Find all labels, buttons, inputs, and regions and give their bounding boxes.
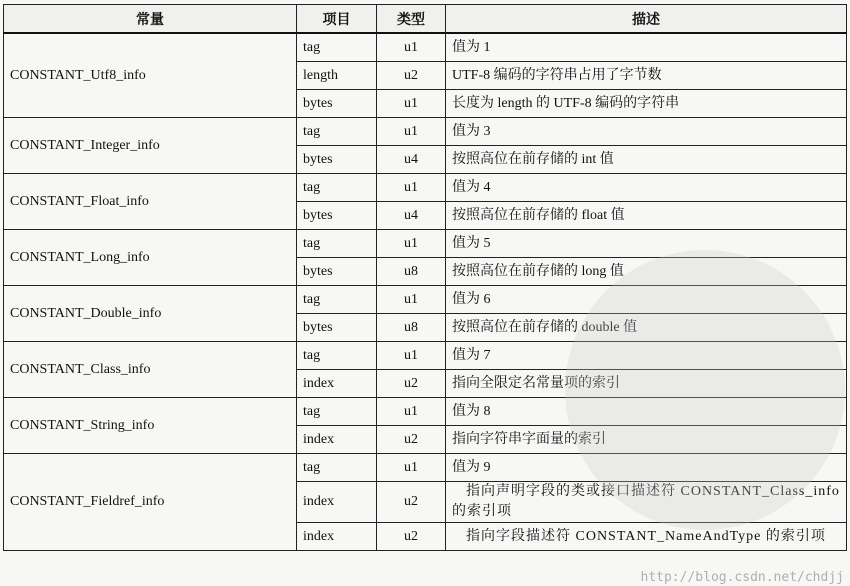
description-cell: 值为 8: [446, 398, 847, 426]
constant-pool-table: [3, 4, 847, 551]
header-type: 类型: [377, 5, 446, 34]
description-cell: 指向字段描述符 CONSTANT_NameAndType 的索引项: [446, 523, 847, 551]
type-cell: u2: [377, 370, 446, 398]
item-cell: tag: [297, 230, 377, 258]
header-item: 项目: [297, 5, 377, 34]
type-cell: u2: [377, 62, 446, 90]
constant-name: CONSTANT_Fieldref_info: [4, 454, 297, 551]
description-cell: 值为 3: [446, 118, 847, 146]
type-cell: u1: [377, 174, 446, 202]
table-row: [4, 174, 847, 202]
type-cell: u1: [377, 118, 446, 146]
type-cell: u2: [377, 482, 446, 523]
description-cell: 值为 1: [446, 33, 847, 62]
item-cell: bytes: [297, 258, 377, 286]
description-cell: 值为 7: [446, 342, 847, 370]
constant-name: CONSTANT_Float_info: [4, 174, 297, 230]
item-cell: bytes: [297, 314, 377, 342]
description-cell: 长度为 length 的 UTF-8 编码的字符串: [446, 90, 847, 118]
type-cell: u1: [377, 230, 446, 258]
item-cell: index: [297, 482, 377, 523]
header-row: [4, 5, 847, 34]
constant-name: CONSTANT_Double_info: [4, 286, 297, 342]
type-cell: u2: [377, 426, 446, 454]
constant-name: CONSTANT_Integer_info: [4, 118, 297, 174]
item-cell: tag: [297, 454, 377, 482]
type-cell: u1: [377, 33, 446, 62]
description-cell: UTF-8 编码的字符串占用了字节数: [446, 62, 847, 90]
item-cell: bytes: [297, 146, 377, 174]
type-cell: u1: [377, 342, 446, 370]
constant-name: CONSTANT_String_info: [4, 398, 297, 454]
item-cell: length: [297, 62, 377, 90]
item-cell: tag: [297, 118, 377, 146]
item-cell: tag: [297, 33, 377, 62]
item-cell: tag: [297, 174, 377, 202]
type-cell: u1: [377, 90, 446, 118]
table-row: [4, 118, 847, 146]
type-cell: u2: [377, 523, 446, 551]
table-row: [4, 230, 847, 258]
description-cell: 指向全限定名常量项的索引: [446, 370, 847, 398]
type-cell: u8: [377, 258, 446, 286]
description-cell: 指向字符串字面量的索引: [446, 426, 847, 454]
table-row: [4, 286, 847, 314]
header-constant: 常量: [4, 5, 297, 34]
header-description: 描述: [446, 5, 847, 34]
table-row: [4, 398, 847, 426]
type-cell: u4: [377, 202, 446, 230]
description-cell: 按照高位在前存储的 double 值: [446, 314, 847, 342]
type-cell: u4: [377, 146, 446, 174]
watermark-url: http://blog.csdn.net/chdjj: [640, 570, 844, 585]
item-cell: index: [297, 426, 377, 454]
type-cell: u8: [377, 314, 446, 342]
table-row: [4, 454, 847, 482]
item-cell: tag: [297, 398, 377, 426]
item-cell: bytes: [297, 202, 377, 230]
constant-name: CONSTANT_Long_info: [4, 230, 297, 286]
description-cell: 指向声明字段的类或接口描述符 CONSTANT_Class_info 的索引项: [446, 482, 847, 523]
item-cell: index: [297, 523, 377, 551]
item-cell: tag: [297, 286, 377, 314]
type-cell: u1: [377, 286, 446, 314]
item-cell: tag: [297, 342, 377, 370]
table-row: [4, 33, 847, 62]
description-cell: 值为 4: [446, 174, 847, 202]
description-cell: 按照高位在前存储的 float 值: [446, 202, 847, 230]
description-cell: 值为 5: [446, 230, 847, 258]
item-cell: index: [297, 370, 377, 398]
constant-name: CONSTANT_Utf8_info: [4, 33, 297, 118]
item-cell: bytes: [297, 90, 377, 118]
type-cell: u1: [377, 398, 446, 426]
description-cell: 值为 9: [446, 454, 847, 482]
description-cell: 值为 6: [446, 286, 847, 314]
description-cell: 按照高位在前存储的 int 值: [446, 146, 847, 174]
type-cell: u1: [377, 454, 446, 482]
description-cell: 按照高位在前存储的 long 值: [446, 258, 847, 286]
constant-name: CONSTANT_Class_info: [4, 342, 297, 398]
table-row: [4, 342, 847, 370]
